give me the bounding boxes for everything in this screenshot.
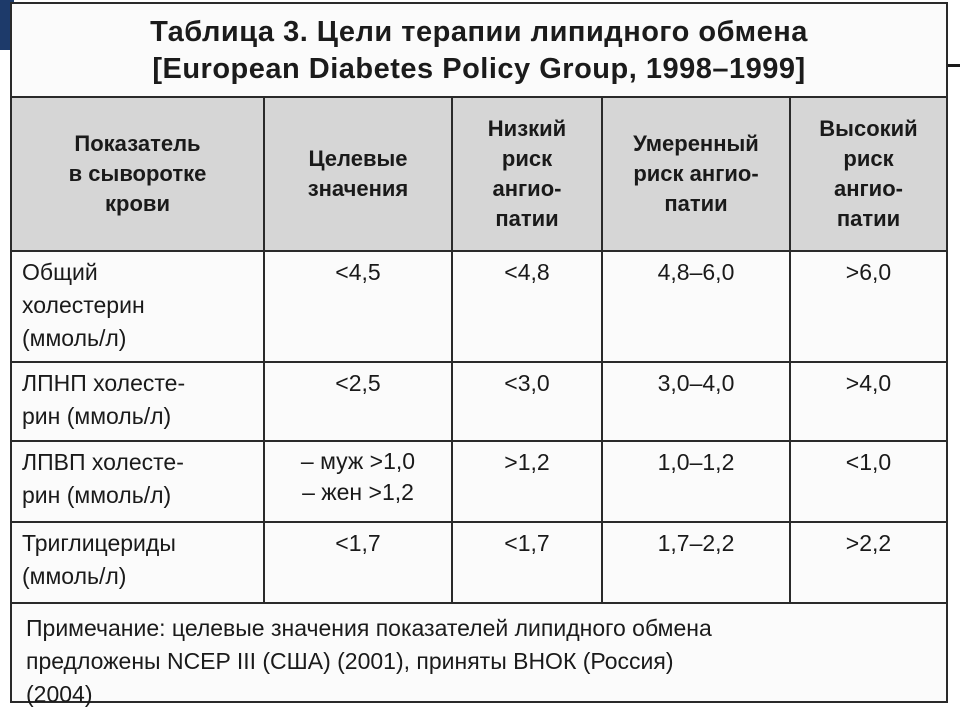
header-line: крови	[105, 191, 170, 216]
header-line: патии	[495, 206, 559, 231]
header-line: ангио-	[492, 176, 562, 201]
lipid-targets-table	[12, 98, 946, 722]
row-label-triglycerides	[12, 522, 264, 603]
target-value	[264, 441, 452, 522]
low-risk-value: <4,8	[452, 251, 602, 362]
label-line: рин (ммоль/л)	[22, 403, 172, 429]
label-line: ЛПВП холесте-	[22, 449, 184, 475]
header-line: патии	[664, 191, 728, 216]
target-line-female: – жен >1,2	[302, 479, 414, 505]
row-label-total-cholesterol	[12, 251, 264, 362]
note-line: Примечание: целевые значения показателей липидного обмена	[26, 615, 712, 641]
header-line: Низкий	[487, 116, 567, 141]
low-risk-value: >1,2	[452, 441, 602, 522]
moderate-risk-value: 1,0–1,2	[602, 441, 790, 522]
header-line: в сыворотке	[68, 161, 207, 186]
table-row	[12, 441, 946, 522]
note-row	[12, 603, 946, 722]
high-risk-value: >4,0	[790, 362, 946, 441]
header-line: Целевые	[308, 146, 408, 171]
header-indicator	[12, 98, 264, 251]
high-risk-value: <1,0	[790, 441, 946, 522]
low-risk-value: <3,0	[452, 362, 602, 441]
table-title	[12, 4, 946, 98]
target-line: <1,7	[335, 530, 381, 556]
label-line: холестерин	[22, 292, 145, 318]
label-line: (ммоль/л)	[22, 325, 127, 351]
moderate-risk-value: 4,8–6,0	[602, 251, 790, 362]
table-row	[12, 251, 946, 362]
header-line: риск	[501, 146, 553, 171]
header-row	[12, 98, 946, 251]
header-line: патии	[836, 206, 901, 231]
header-line: риск ангио-	[633, 161, 759, 186]
header-low-risk	[452, 98, 602, 251]
target-value	[264, 522, 452, 603]
target-line: <4,5	[335, 259, 381, 285]
header-moderate-risk	[602, 98, 790, 251]
header-line: риск	[843, 146, 894, 171]
header-high-risk	[790, 98, 946, 251]
high-risk-value: >6,0	[790, 251, 946, 362]
header-line: ангио-	[834, 176, 903, 201]
label-line: (ммоль/л)	[22, 563, 127, 589]
high-risk-value: >2,2	[790, 522, 946, 603]
table-frame	[10, 2, 948, 707]
label-line: Общий	[22, 259, 98, 285]
background-line	[948, 64, 960, 67]
target-line: <2,5	[335, 370, 381, 396]
target-line-male: – муж >1,0	[300, 448, 416, 474]
note-line: (2004)	[26, 681, 93, 707]
row-label-hdl	[12, 441, 264, 522]
moderate-risk-value: 3,0–4,0	[602, 362, 790, 441]
row-label-ldl	[12, 362, 264, 441]
label-line: рин (ммоль/л)	[22, 482, 172, 508]
title-line-1: Таблица 3. Цели терапии липидного обмена	[150, 16, 808, 48]
header-target	[264, 98, 452, 251]
moderate-risk-value: 1,7–2,2	[602, 522, 790, 603]
table-note	[12, 603, 946, 722]
header-line: Показатель	[74, 131, 201, 156]
header-line: Умеренный	[633, 131, 759, 156]
target-value	[264, 251, 452, 362]
low-risk-value: <1,7	[452, 522, 602, 603]
header-line: значения	[307, 176, 409, 201]
title-line-2: [European Diabetes Policy Group, 1998–1999]	[152, 53, 806, 85]
label-line: Триглицериды	[22, 530, 176, 556]
target-value	[264, 362, 452, 441]
header-line: Высокий	[819, 116, 918, 141]
table-row	[12, 522, 946, 603]
table-row	[12, 362, 946, 441]
note-line: предложены NCEP III (США) (2001), приняты ВНОК (Россия)	[26, 648, 674, 674]
label-line: ЛПНП холесте-	[22, 370, 186, 396]
